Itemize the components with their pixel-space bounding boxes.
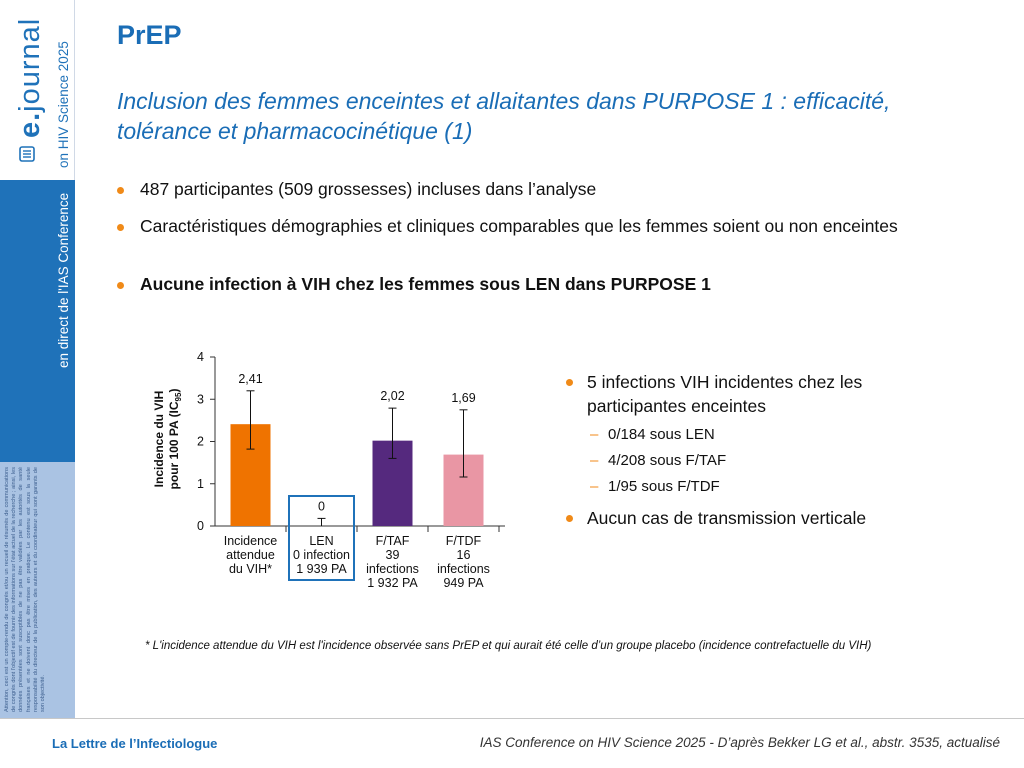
ejournal-prefix: e. [14, 111, 46, 138]
y-tick-label: 1 [197, 476, 204, 491]
right-bullet-text: 5 infections VIH incidentes chez les participantes enceintes [587, 372, 863, 416]
sidebar-divider [74, 0, 75, 180]
footnote: * L'incidence attendue du VIH est l'incidence observée sans PrEP et qui aurait été celle d’un groupe placebo (incidence contrefactuelle du VIH) [145, 640, 872, 652]
y-tick-label: 4 [197, 350, 204, 364]
value-label: 2,02 [380, 389, 405, 404]
bullet-dot-icon [117, 187, 124, 194]
y-axis-label: Incidence du VIHpour 100 PA $(IC_{95})$ [152, 388, 183, 490]
sub-bullet-text: 1/95 sous F/TDF [608, 478, 720, 495]
category-label: F/TDF [445, 534, 482, 548]
sub-bullet-item [566, 422, 926, 448]
category-label: 0 infection [293, 548, 350, 562]
sub-bullet-text: 4/208 sous F/TAF [608, 452, 727, 469]
right-bullet-text: Aucun cas de transmission verticale [587, 508, 867, 528]
category-label: 1 932 PA [367, 576, 418, 590]
page-title: PrEP [117, 20, 182, 50]
slide-subtitle: Inclusion des femmes enceintes et allaitantes dans PURPOSE 1 : efficacité, tolérance et pharmacocinétique (1) [117, 88, 891, 144]
sub-bullet-item [566, 474, 926, 500]
bullet-dot-icon [566, 379, 573, 386]
disclaimer-text: Attention, ceci est un compte-rendu de congrès et/ou un recueil de résumés de communications de congrès dont l'objectif est de fournir des informations sur l'état actuel de la recherche ; ainsi, les données présentées sont susceptibles de ne pas être validées par les autorités de santé françaises et ne doivent donc pas être mises en pratique. Le contenu est sous la seule responsabilité du directeur de la publication, des auteurs et du coordinateur qui sont garants de son objectivité. [4, 467, 47, 712]
category-label: 16 [456, 548, 471, 562]
dash-icon: – [590, 426, 599, 443]
dash-icon: – [590, 452, 599, 469]
y-tick-label: 0 [197, 519, 204, 533]
value-label: 1,69 [451, 390, 476, 405]
category-label: 39 [385, 548, 400, 562]
bullet-item-bold [117, 273, 917, 295]
bullet-text: Aucune infection à VIH chez les femmes sous LEN dans PURPOSE 1 [140, 274, 711, 294]
sidebar [0, 0, 75, 718]
dash-icon: – [590, 478, 599, 495]
category-label: F/TAF [375, 534, 410, 548]
y-tick-label: 2 [197, 434, 204, 449]
bullet-text: 487 participantes (509 grossesses) incluses dans l’analyse [140, 179, 597, 199]
conference-line: on HIV Science 2025 [56, 41, 71, 168]
category-label: 1 939 PA [296, 562, 347, 576]
ejournal-suffix: journal [14, 17, 46, 112]
category-label: infections [366, 562, 419, 576]
bullet-text: Caractéristiques démographies et cliniques comparables que les femmes soient ou non enceintes [140, 216, 898, 236]
bullet-dot-icon [566, 515, 573, 522]
sub-bullet-text: 0/184 sous LEN [608, 426, 715, 443]
value-label: 2,41 [238, 371, 263, 386]
value-label: 0 [318, 499, 325, 514]
footer-brand: La Lettre de l’Infectiologue [52, 736, 218, 751]
right-bullet-item [566, 506, 926, 530]
category-label: Incidence [223, 534, 278, 548]
right-bullet-item [566, 370, 926, 418]
incidence-bar-chart [145, 340, 525, 600]
bullet-item [117, 215, 937, 237]
sub-bullet-item [566, 448, 926, 474]
journal-icon [18, 145, 36, 163]
category-label: LEN [309, 534, 334, 548]
footer-citation: IAS Conference on HIV Science 2025 - D’après Bekker LG et al., abstr. 3535, actualisé [479, 735, 1000, 750]
direct-line: en direct de l'IAS Conference [56, 192, 71, 368]
bullet-item [117, 178, 917, 200]
right-bullets [566, 370, 926, 530]
ejournal-logo [14, 18, 47, 138]
category-label: infections [437, 562, 490, 576]
category-label: attendue [226, 548, 275, 562]
footer-divider [0, 718, 1024, 719]
category-label: du VIH* [228, 562, 273, 576]
category-label: 949 PA [443, 576, 484, 590]
bullet-dot-icon [117, 224, 124, 231]
y-tick-label: 3 [197, 392, 204, 407]
bullet-dot-icon [117, 282, 124, 289]
